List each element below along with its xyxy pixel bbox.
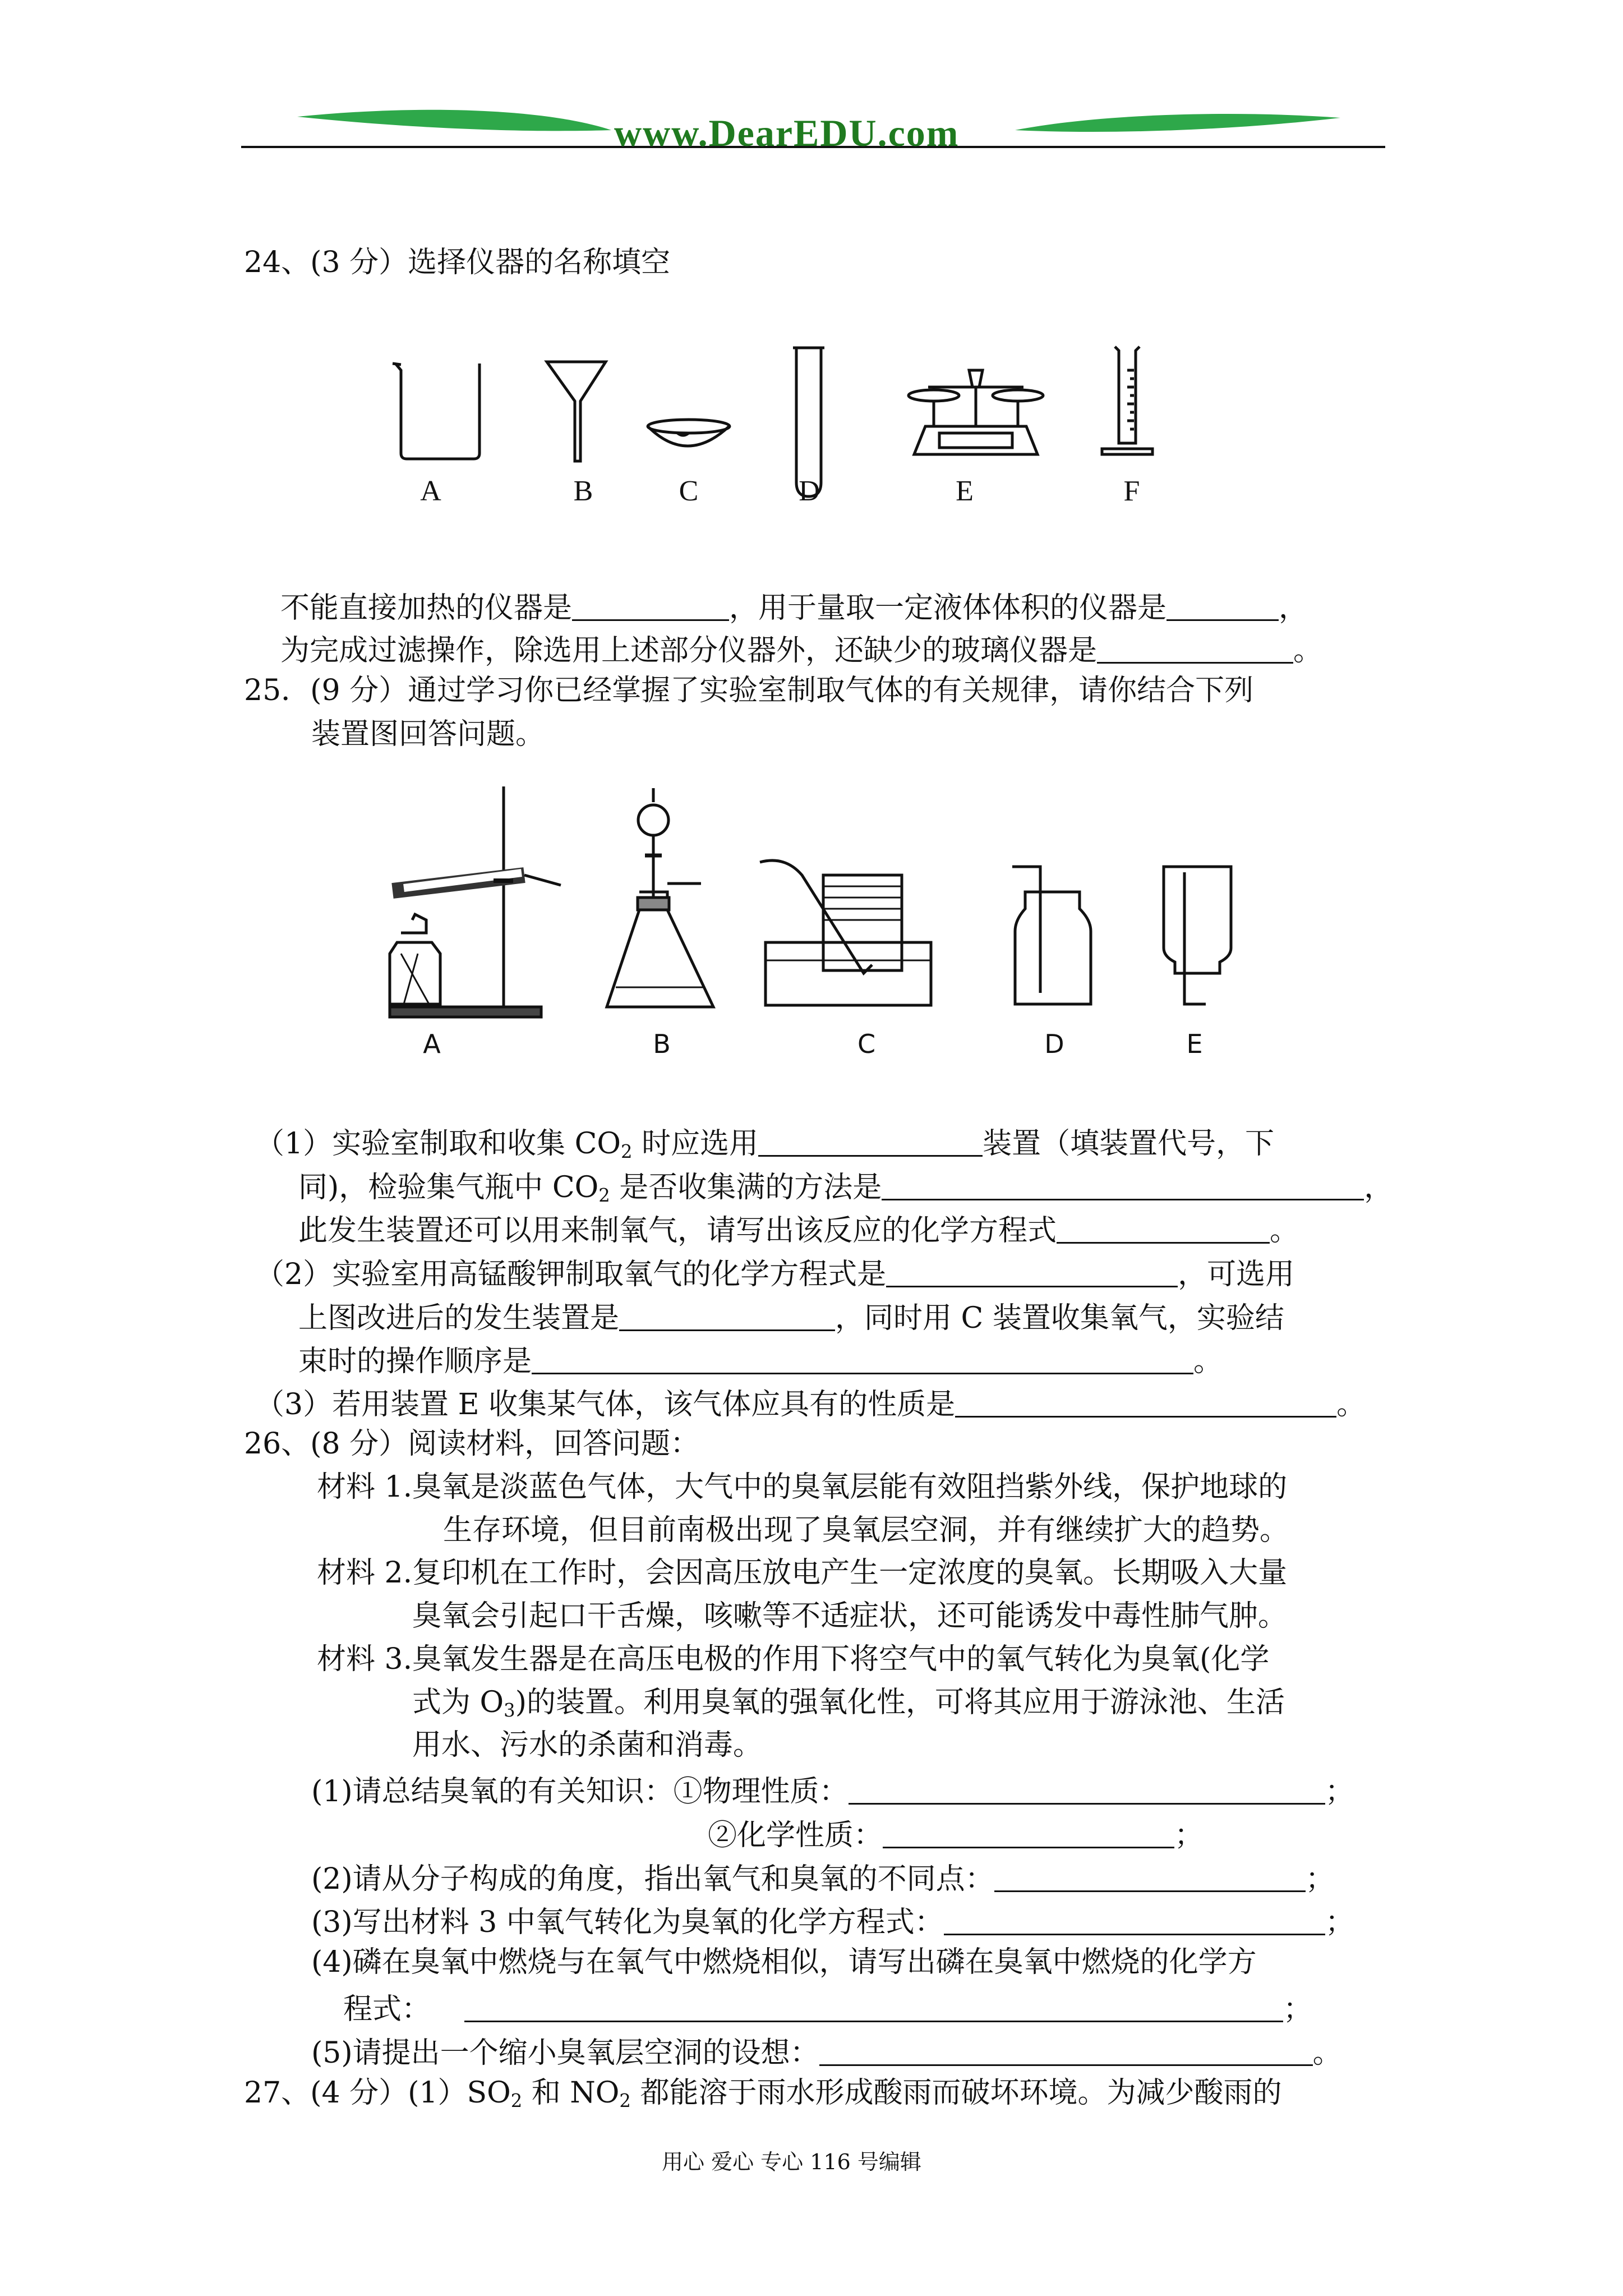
blank[interactable] [532, 1343, 1193, 1374]
q24-label-b: B [573, 475, 593, 507]
gas-bottle-upright-icon [1012, 867, 1091, 1004]
q24-label-c: C [679, 475, 699, 507]
q24-label-f: F [1123, 475, 1140, 507]
q26-p4-line2: 程式： ； [343, 1992, 1313, 2026]
gas-bottle-inverted-icon [1164, 867, 1231, 1004]
blank[interactable] [819, 2035, 1313, 2066]
q25-s1-line1: （1）实验室制取和收集 $CO_2$ 时应选用 装置（填装置代号，下 [255, 1126, 1275, 1162]
q24-line2: 为完成过滤操作，除选用上述部分仪器外，还缺少的玻璃仪器是 。 [280, 633, 1323, 668]
q24-label-e: E [956, 475, 974, 507]
q25-s1-line2: 同)，检验集气瓶中 $CO_2$ 是否收集满的方法是 ， [298, 1170, 1394, 1206]
q26-p2-line: (2)请从分子构成的角度，指出氧气和臭氧的不同点： ； [311, 1862, 1335, 1896]
q26-p4-line1: (4)磷在臭氧中燃烧与在氧气中燃烧相似，请写出磷在臭氧中燃烧的化学方 [311, 1945, 1257, 1979]
header-logo: www.DearEDU.com [614, 112, 960, 154]
q24-label-a: A [420, 475, 441, 507]
page-footer: 用心 爱心 专心 116 号编辑 [662, 2150, 921, 2174]
q25-s2-line2: 上图改进后的发生装置是 ，同时用 C 装置收集氧气，实验结 [298, 1301, 1284, 1335]
q26-material2-line1: 材料 2.复印机在工作时，会因高压放电产生一定浓度的臭氧。长期吸入大量 [317, 1556, 1288, 1590]
q25-label-a: A [423, 1029, 441, 1059]
blank[interactable] [883, 1818, 1174, 1848]
q25-label-d: D [1044, 1029, 1064, 1059]
q26-material1-line1: 材料 1.臭氧是淡蓝色气体，大气中的臭氧层能有效阻挡紫外线，保护地球的 [317, 1470, 1288, 1504]
blank[interactable] [1057, 1213, 1270, 1244]
q25-title-line2: 装置图回答问题。 [311, 717, 545, 751]
q26-material3-line3: 用水、污水的杀菌和消毒。 [412, 1728, 763, 1762]
blank[interactable] [944, 1904, 1325, 1935]
blank[interactable] [955, 1387, 1336, 1418]
q26-material3-line2: 式为 $O_3$)的装置。利用臭氧的强氧化性，可将其应用于游泳池、生活 [412, 1686, 1285, 1722]
q25-s1-line3: 此发生装置还可以用来制氧气，请写出该反应的化学方程式 。 [298, 1213, 1299, 1248]
q26-material3-line1: 材料 3.臭氧发生器是在高压电极的作用下将空气中的氧气转化为臭氧(化学 [317, 1642, 1270, 1676]
q27-line1: 27、(4 分）$(1)SO_2$ 和 $NO_2$ 都能溶于雨水形成酸雨而破坏环境。为减少酸雨的 [244, 2076, 1282, 2112]
blank[interactable] [886, 1257, 1178, 1287]
heating-apparatus-icon [390, 786, 561, 1017]
q26-title: 26、(8 分）阅读材料，回答问题： [244, 1427, 700, 1461]
q26-material2-line2: 臭氧会引起口干舌燥，咳嗽等不适症状，还可能诱发中毒性肺气肿。 [412, 1599, 1288, 1633]
blank[interactable] [994, 1861, 1306, 1892]
q26-p1-line2: ②化学性质： ； [708, 1818, 1204, 1852]
blank[interactable] [882, 1170, 1364, 1200]
q25-label-b: B [653, 1029, 671, 1059]
conical-flask-funnel-icon [607, 788, 713, 1007]
q25-title-line1: 25．(9 分）通过学习你已经掌握了实验室制取气体的有关规律，请你结合下列 [244, 674, 1254, 707]
q25-s3-line: （3）若用装置 E 收集某气体，该气体应具有的性质是 。 [255, 1387, 1366, 1421]
q25-label-e: E [1186, 1029, 1203, 1059]
blank[interactable] [758, 1126, 983, 1157]
q26-p3-line: (3)写出材料 3 中氧气转化为臭氧的化学方程式： ； [311, 1905, 1354, 1939]
water-trough-collection-icon [760, 861, 931, 1005]
q25-s2-line3: 束时的操作顺序是 。 [298, 1344, 1223, 1378]
q25-s2-line1: （2）实验室用高锰酸钾制取氧气的化学方程式是 ，可选用 [255, 1257, 1295, 1291]
q24-label-d: D [799, 475, 820, 507]
blank[interactable] [849, 1774, 1325, 1805]
q26-p1-line1: (1)请总结臭氧的有关知识：①物理性质： ； [311, 1774, 1354, 1809]
blank[interactable] [464, 1991, 1283, 2022]
q24-line1: 不能直接加热的仪器是 ，用于量取一定液体体积的仪器是 ， [280, 591, 1308, 625]
q26-p5-line: (5)请提出一个缩小臭氧层空洞的设想： 。 [311, 2036, 1342, 2070]
blank[interactable] [619, 1300, 835, 1331]
q26-material1-line2: 生存环境，但目前南极出现了臭氧层空洞，并有继续扩大的趋势。 [443, 1513, 1289, 1547]
q25-label-c: C [857, 1029, 876, 1059]
q24-title: 24、(3 分）选择仪器的名称填空 [244, 246, 671, 279]
q25-apparatus-figure [0, 0, 1623, 1122]
